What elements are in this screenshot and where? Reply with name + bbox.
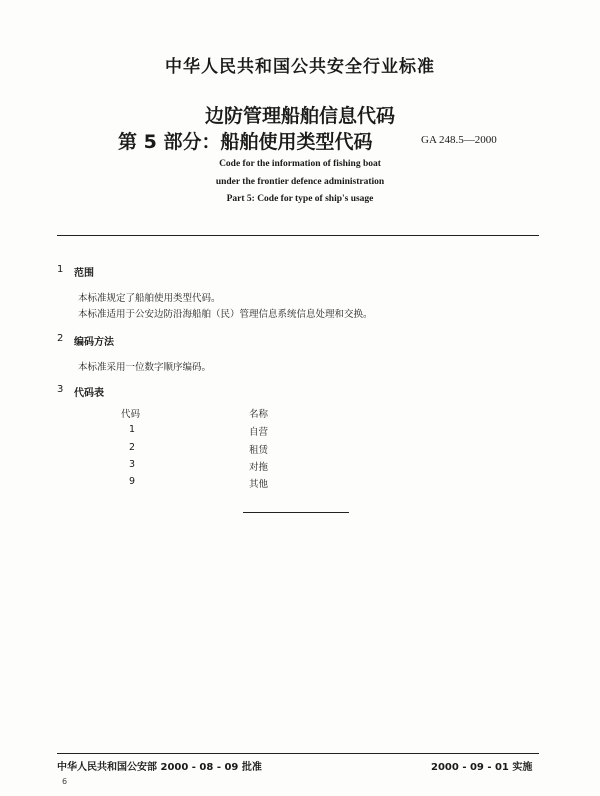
footer-divider — [57, 753, 539, 754]
section-2-heading: 编码方法 — [74, 337, 114, 348]
code-table-row-4-name: 其他 — [249, 479, 269, 490]
code-table-row-1-name: 自营 — [249, 427, 269, 438]
document-title-line1: 边防管理船舶信息代码 — [204, 105, 395, 127]
section-1-paragraph-1: 本标准规定了船舶使用类型代码。 — [78, 293, 221, 304]
implementation-line: 2000 - 09 - 01 实施 — [431, 762, 533, 773]
section-1-number: 1 — [57, 264, 64, 275]
header-divider — [57, 235, 539, 236]
standard-number: GA 248.5—2000 — [421, 134, 497, 146]
section-2-number: 2 — [57, 333, 64, 344]
standard-category-title: 中华人民共和国公共安全行业标准 — [165, 57, 435, 77]
code-table-row-2-code: 2 — [129, 442, 136, 453]
document-title-line2: 第 5 部分：船舶使用类型代码 — [118, 131, 373, 153]
section-3-heading: 代码表 — [74, 388, 104, 399]
section-1-heading: 范围 — [74, 268, 94, 279]
section-2-paragraph-1: 本标准采用一位数字顺序编码。 — [78, 362, 212, 373]
code-table-row-1-code: 1 — [129, 424, 136, 435]
section-1-paragraph-2: 本标准适用于公安边防沿海船舶（民）管理信息系统信息处理和交换。 — [78, 309, 373, 320]
approval-line: 中华人民共和国公安部 2000 - 08 - 09 批准 — [57, 762, 262, 773]
english-title-line2: under the frontier defence administration — [215, 177, 385, 187]
code-table-row-4-code: 9 — [129, 476, 136, 487]
code-table-row-3-name: 对拖 — [249, 462, 269, 473]
code-table-header-name: 名称 — [249, 409, 269, 420]
english-title-line3: Part 5: Code for type of ship's usage — [226, 194, 374, 204]
code-table-row-3-code: 3 — [129, 459, 136, 470]
end-of-text-rule — [243, 512, 349, 513]
english-title-line1: Code for the information of fishing boat — [219, 159, 381, 169]
page-number: 6 — [62, 777, 68, 786]
code-table-row-2-name: 租赁 — [249, 445, 269, 456]
code-table-header-code: 代码 — [121, 409, 141, 420]
section-3-number: 3 — [57, 384, 64, 395]
